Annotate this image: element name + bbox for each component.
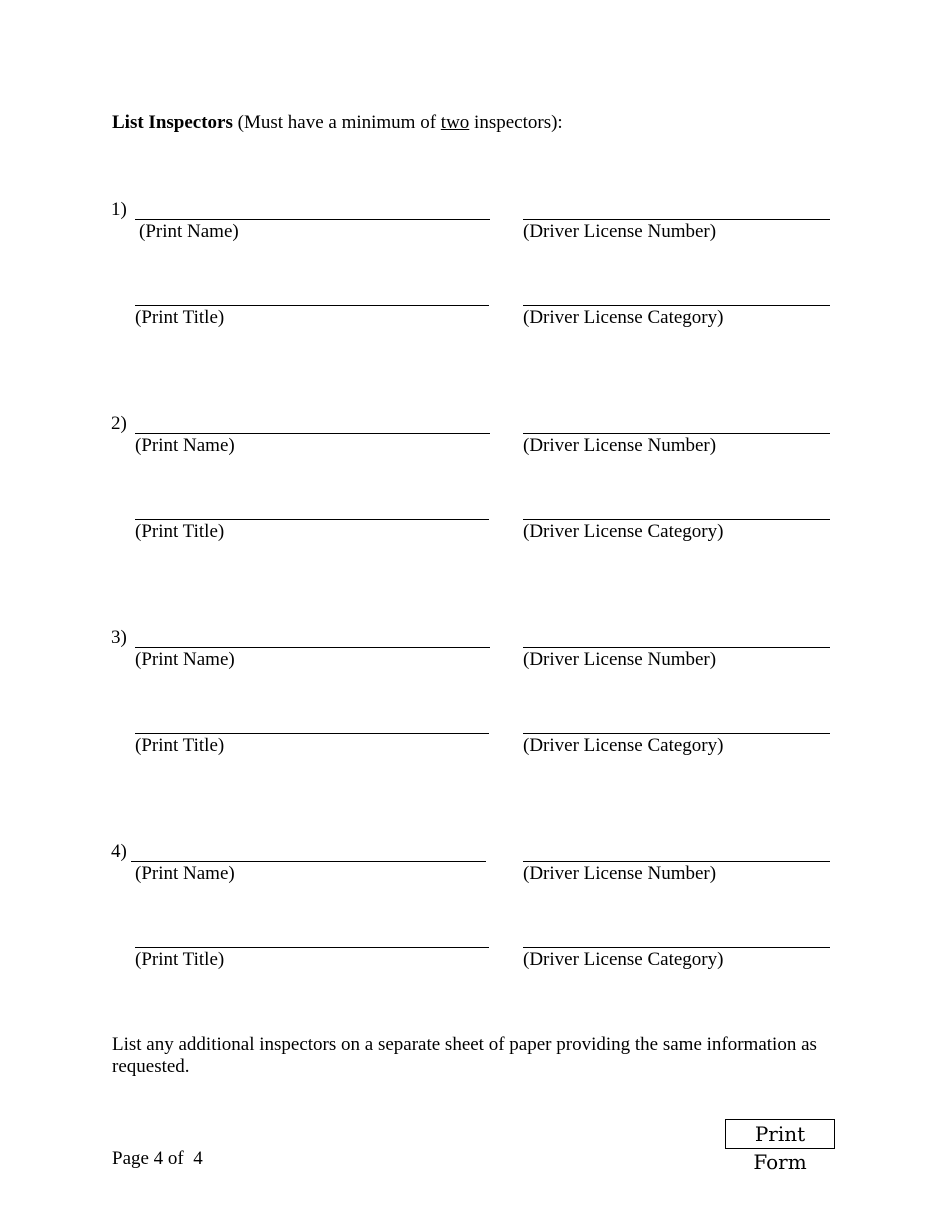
driver-license-number-line[interactable] xyxy=(523,861,830,862)
print-title-caption: (Print Title) xyxy=(135,735,225,756)
print-title-caption: (Print Title) xyxy=(135,307,225,328)
print-name-caption: (Print Name) xyxy=(135,649,235,670)
heading-suffix: inspectors): xyxy=(469,112,563,133)
print-title-line[interactable] xyxy=(135,947,489,948)
inspector-number: 2) xyxy=(111,413,127,434)
additional-inspectors-note: List any additional inspectors on a separate sheet of paper providing the same information as requested. xyxy=(112,1034,817,1077)
print-name-line[interactable] xyxy=(135,219,490,220)
driver-license-category-caption: (Driver License Category) xyxy=(523,521,724,542)
print-title-line[interactable] xyxy=(135,305,489,306)
heading-prefix: (Must have a minimum of xyxy=(232,112,441,133)
driver-license-category-line[interactable] xyxy=(523,305,830,306)
inspector-number: 3) xyxy=(111,627,127,648)
driver-license-number-line[interactable] xyxy=(523,219,830,220)
print-name-caption: (Print Name) xyxy=(139,221,239,242)
print-title-caption: (Print Title) xyxy=(135,521,225,542)
driver-license-number-line[interactable] xyxy=(523,647,830,648)
print-form-button[interactable]: Print Form xyxy=(725,1119,835,1149)
driver-license-number-caption: (Driver License Number) xyxy=(523,649,717,670)
driver-license-category-caption: (Driver License Category) xyxy=(523,735,724,756)
print-title-caption: (Print Title) xyxy=(135,949,225,970)
driver-license-number-caption: (Driver License Number) xyxy=(523,435,717,456)
driver-license-category-line[interactable] xyxy=(523,733,830,734)
inspector-number: 1) xyxy=(111,199,127,220)
print-name-line[interactable] xyxy=(135,433,490,434)
print-title-line[interactable] xyxy=(135,519,489,520)
driver-license-category-caption: (Driver License Category) xyxy=(523,307,724,328)
print-name-line[interactable] xyxy=(135,647,490,648)
print-name-caption: (Print Name) xyxy=(135,435,235,456)
driver-license-category-caption: (Driver License Category) xyxy=(523,949,724,970)
driver-license-number-line[interactable] xyxy=(523,433,830,434)
driver-license-category-line[interactable] xyxy=(523,519,830,520)
driver-license-number-caption: (Driver License Number) xyxy=(523,221,717,242)
section-heading xyxy=(112,112,563,134)
inspector-number: 4) xyxy=(111,841,127,862)
driver-license-number-caption: (Driver License Number) xyxy=(523,863,717,884)
print-title-line[interactable] xyxy=(135,733,489,734)
print-name-line[interactable] xyxy=(131,861,486,862)
page-number: Page 4 of 4 xyxy=(112,1148,203,1169)
driver-license-category-line[interactable] xyxy=(523,947,830,948)
heading-underlined: two xyxy=(440,112,470,133)
print-name-caption: (Print Name) xyxy=(135,863,235,884)
heading-bold: List Inspectors xyxy=(112,112,233,133)
